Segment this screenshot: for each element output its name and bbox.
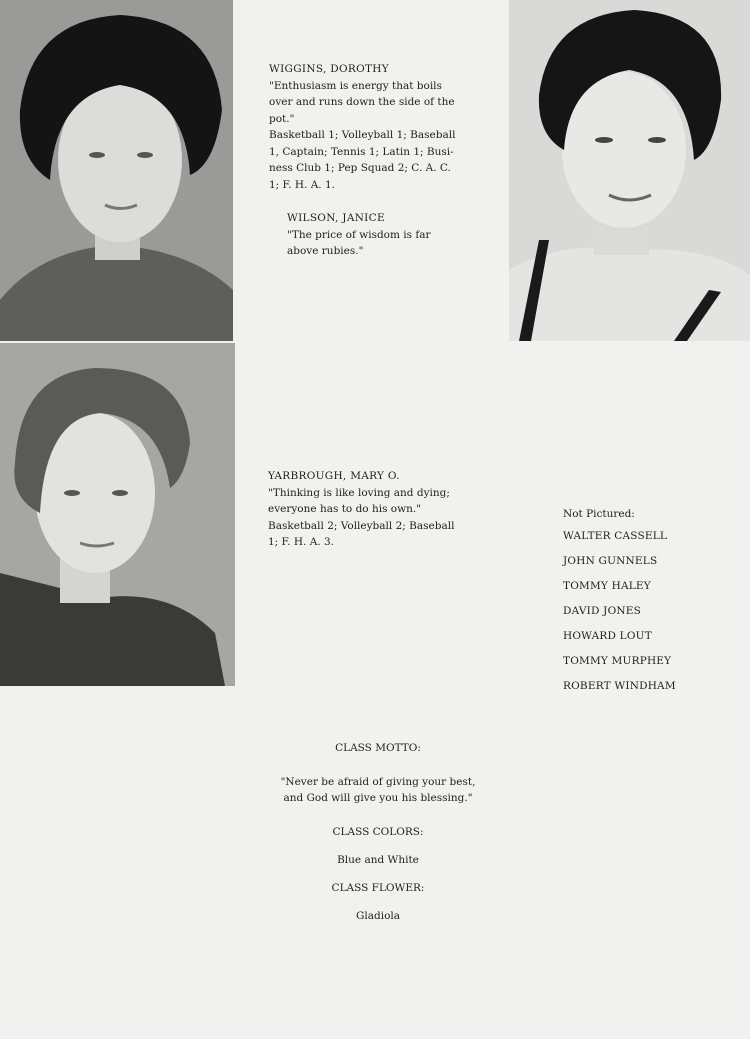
not-pictured-list	[563, 528, 676, 703]
list-item: JOHN GUNNELS	[563, 555, 658, 567]
not-pictured-title: Not Pictured:	[563, 508, 635, 520]
student-activities: Basketball 1; Volleyball 1; Baseball 1, Captain; Tennis 1; Latin 1; Busi- ness Club 1; Pep Squad 2; C. A. C. 1; F. H. A. 1.	[269, 129, 456, 191]
portrait-photo-wilson	[509, 0, 750, 341]
student-quote: "The price of wisdom is far above rubies."	[287, 228, 431, 257]
list-item: ROBERT WINDHAM	[563, 680, 676, 692]
class-colors: Blue and White	[337, 854, 419, 866]
list-item: TOMMY MURPHEY	[563, 655, 672, 667]
portrait-photo-yarbrough	[0, 343, 235, 686]
student-name: YARBROUGH, MARY O.	[268, 470, 400, 482]
bio-wiggins	[269, 61, 484, 193]
student-activities: Basketball 2; Volleyball 2; Baseball 1; F. H. A. 3.	[268, 519, 455, 548]
student-quote: "Enthusiasm is energy that boils over and runs down the side of the pot."	[269, 79, 455, 125]
list-item: TOMMY HALEY	[563, 580, 651, 592]
student-quote: "Thinking is like loving and dying; everyone has to do his own."	[268, 486, 450, 515]
student-name: WILSON, JANICE	[287, 212, 385, 224]
class-colors-label: CLASS COLORS:	[332, 826, 424, 838]
list-item: HOWARD LOUT	[563, 630, 652, 642]
bio-yarbrough	[268, 468, 483, 551]
list-item: DAVID JONES	[563, 605, 642, 617]
class-motto-label: CLASS MOTTO:	[335, 742, 421, 754]
class-flower-label: CLASS FLOWER:	[331, 882, 425, 894]
not-pictured-section	[563, 508, 676, 703]
portrait-photo-wiggins	[0, 0, 233, 341]
class-motto: "Never be afraid of giving your best, and God will give you his blessing."	[280, 776, 476, 804]
list-item: WALTER CASSELL	[563, 530, 668, 542]
class-info-section	[258, 740, 498, 924]
class-flower: Gladiola	[355, 910, 401, 922]
student-name: WIGGINS, DOROTHY	[269, 63, 389, 75]
bio-wilson	[287, 210, 487, 260]
